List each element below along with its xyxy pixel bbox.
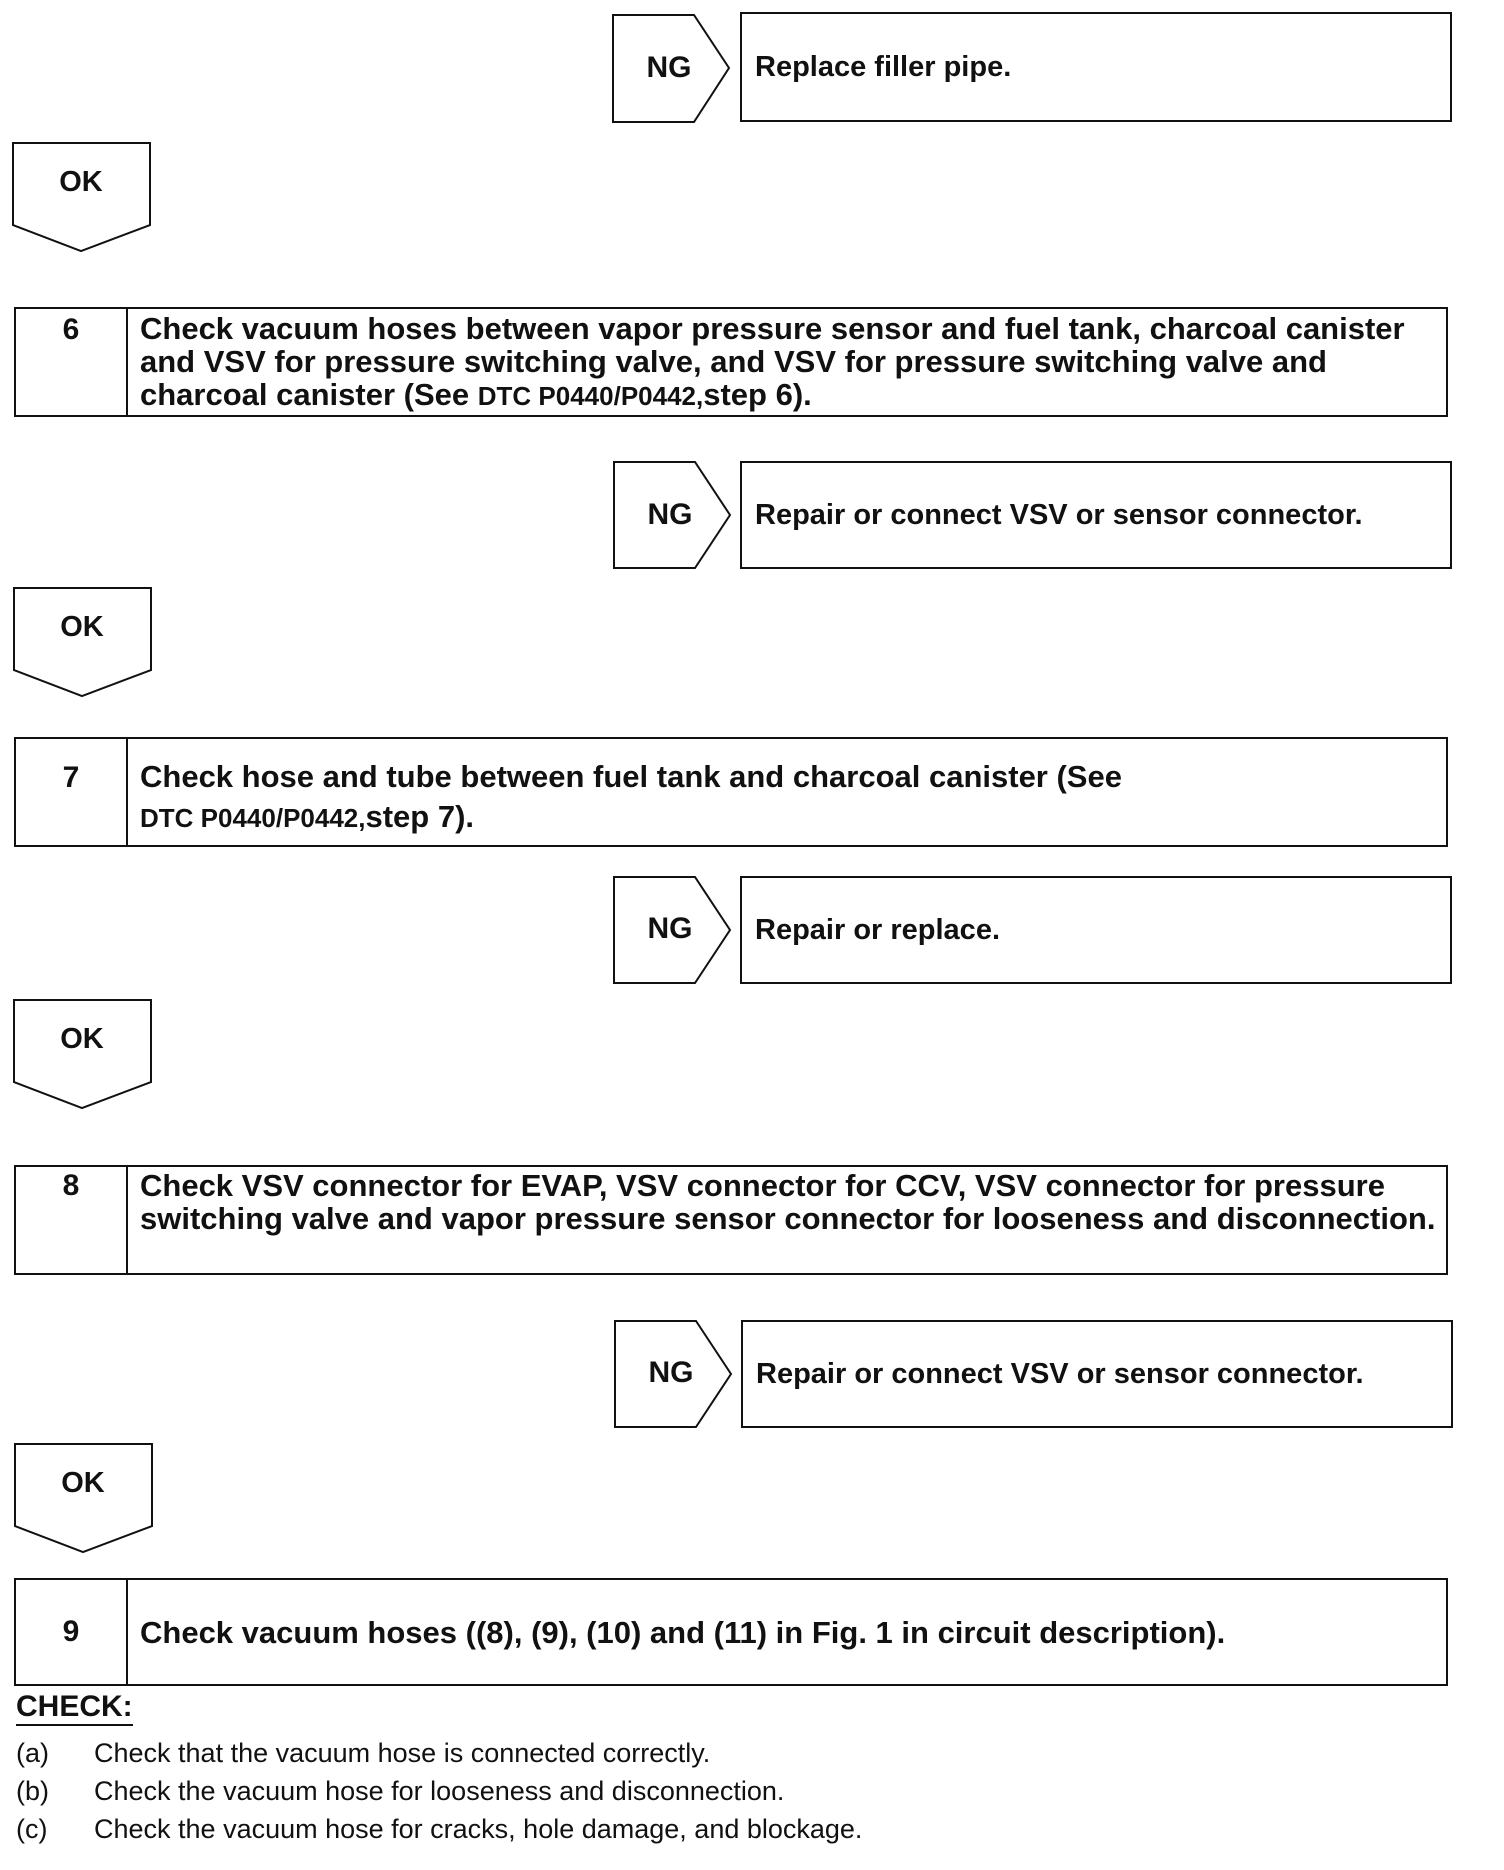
check-item	[16, 1737, 710, 1769]
dtc-reference: DTC P0440/P0442,	[477, 381, 704, 411]
result-box: Repair or connect VSV or sensor connector.	[740, 461, 1452, 569]
step-text: Check vacuum hoses ((8), (9), (10) and (11) in Fig. 1 in circuit description).	[140, 1614, 1226, 1650]
ok-label: OK	[61, 1467, 105, 1499]
check-item-letter: (a)	[16, 1738, 49, 1768]
ng-label: NG	[647, 912, 693, 945]
result-box: Repair or replace.	[740, 876, 1452, 984]
step-text-tail: step 7).	[365, 799, 474, 834]
check-item	[16, 1813, 862, 1845]
ng-label: NG	[648, 1356, 694, 1389]
step-number: 6	[16, 309, 128, 415]
ok-label: OK	[60, 611, 104, 643]
step-text	[128, 739, 1446, 845]
check-item	[16, 1775, 784, 1807]
step-9-box	[14, 1578, 1448, 1686]
step-number: 7	[16, 739, 128, 845]
step-text-main: Check vacuum hoses between vapor pressure sensor and fuel tank, charcoal canister and VSV for pressure switching valve, and VSV for pressure switching valve and charcoal canister (See	[140, 311, 1405, 412]
step-8-box	[14, 1165, 1448, 1275]
result-box: Replace filler pipe.	[740, 12, 1452, 122]
step-number: 9	[16, 1580, 128, 1684]
step-text	[128, 309, 1446, 415]
ok-label: OK	[59, 166, 103, 198]
check-item-letter: (b)	[16, 1776, 49, 1806]
step-6-box	[14, 307, 1448, 417]
dtc-reference: DTC P0440/P0442,	[140, 803, 366, 833]
step-7-box	[14, 737, 1448, 847]
check-heading: CHECK:	[16, 1690, 133, 1726]
step-number: 8	[16, 1167, 128, 1273]
ng-label: NG	[647, 498, 693, 531]
ng-label: NG	[646, 51, 692, 84]
ok-label: OK	[60, 1023, 104, 1055]
check-item-text: Check the vacuum hose for cracks, hole damage, and blockage.	[94, 1814, 863, 1844]
check-item-letter: (c)	[16, 1814, 48, 1844]
result-box: Repair or connect VSV or sensor connector.	[741, 1320, 1453, 1428]
check-item-text: Check the vacuum hose for looseness and disconnection.	[94, 1776, 785, 1806]
step-text-tail: step 6).	[703, 377, 812, 412]
step-text-main: Check hose and tube between fuel tank and charcoal canister (See	[140, 759, 1122, 794]
step-text: Check VSV connector for EVAP, VSV connector for CCV, VSV connector for pressure switching valve and vapor pressure sensor connector for looseness and disconnection.	[140, 1168, 1436, 1236]
check-item-text: Check that the vacuum hose is connected correctly.	[94, 1738, 711, 1768]
